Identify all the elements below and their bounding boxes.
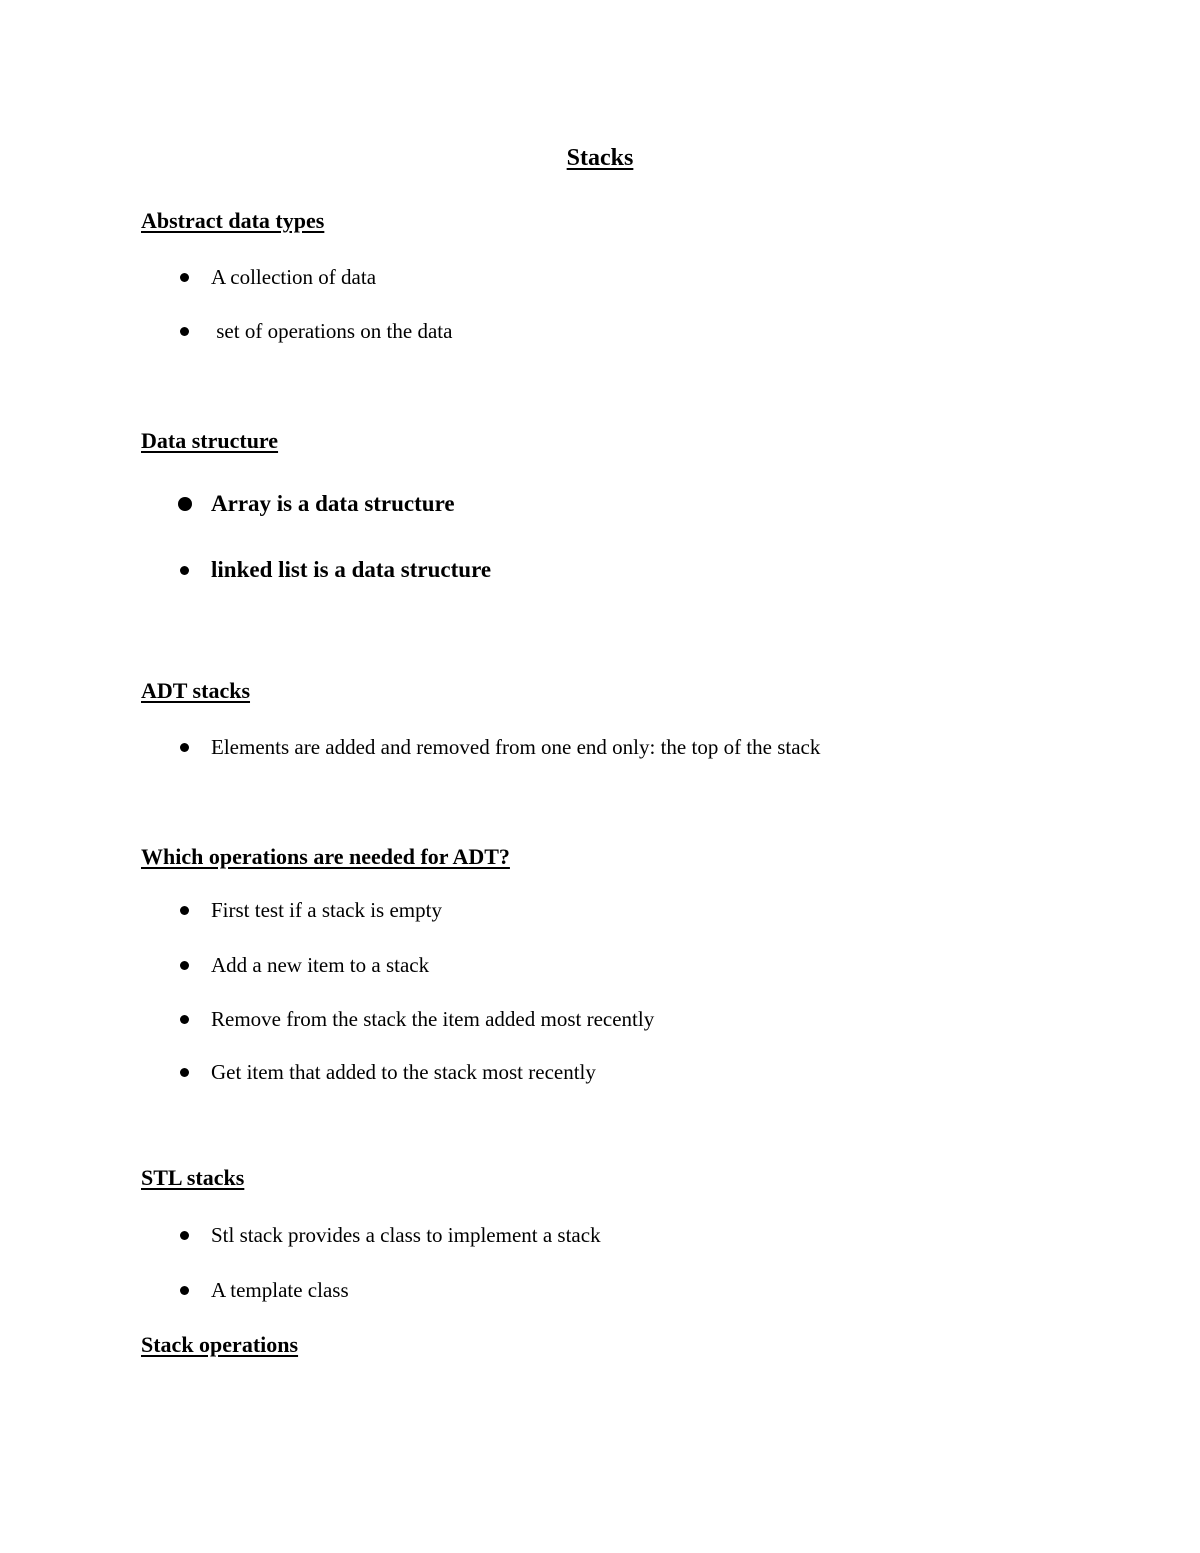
- document-title: [0, 143, 1200, 173]
- section-heading-adt-stacks: ADT stacks: [141, 678, 251, 703]
- list-item: [0, 1004, 1200, 1034]
- section-heading-abstract-data-types: Abstract data types: [141, 208, 325, 233]
- bullet-icon: [180, 743, 189, 752]
- section-heading-operations-needed: Which operations are needed for ADT?: [141, 844, 510, 869]
- list-item-text: Add a new item to a stack: [211, 953, 430, 977]
- section-heading-stack-operations: Stack operations: [141, 1332, 299, 1357]
- list-item: [0, 895, 1200, 925]
- list-item-text: linked list is a data structure: [211, 557, 492, 582]
- list-item: [0, 1275, 1200, 1305]
- list-item-text: Stl stack provides a class to implement a stack: [211, 1223, 601, 1247]
- bullet-icon: [180, 566, 189, 575]
- section-heading-data-structure: Data structure: [141, 428, 279, 453]
- list-item: [0, 316, 1200, 346]
- bullet-icon: [180, 906, 189, 915]
- bullet-icon: [180, 1015, 189, 1024]
- list-item: [0, 1220, 1200, 1250]
- list-item-text: First test if a stack is empty: [211, 898, 442, 922]
- bullet-icon: [180, 961, 189, 970]
- list-item: [0, 950, 1200, 980]
- bullet-icon: [180, 273, 189, 282]
- bullet-icon: [180, 1231, 189, 1240]
- list-item-text: set of operations on the data: [211, 319, 453, 343]
- list-item: [0, 732, 1200, 762]
- bullet-icon: [180, 327, 189, 336]
- section-heading-stl-stacks: STL stacks: [141, 1165, 245, 1190]
- list-item: [0, 262, 1200, 292]
- list-item-text: Remove from the stack the item added most recently: [211, 1007, 655, 1031]
- list-item-text: A template class: [211, 1278, 349, 1302]
- list-item: [0, 555, 1200, 585]
- bullet-icon: [178, 497, 192, 511]
- list-item-text: A collection of data: [211, 265, 377, 289]
- list-item-text: Array is a data structure: [211, 491, 455, 516]
- list-item-text: Get item that added to the stack most recently: [211, 1060, 596, 1084]
- list-item: [0, 489, 1200, 519]
- list-item-text: Elements are added and removed from one end only: the top of the stack: [211, 735, 821, 759]
- bullet-icon: [180, 1068, 189, 1077]
- bullet-icon: [180, 1286, 189, 1295]
- list-item: [0, 1057, 1200, 1087]
- document-title-text: Stacks: [566, 145, 634, 171]
